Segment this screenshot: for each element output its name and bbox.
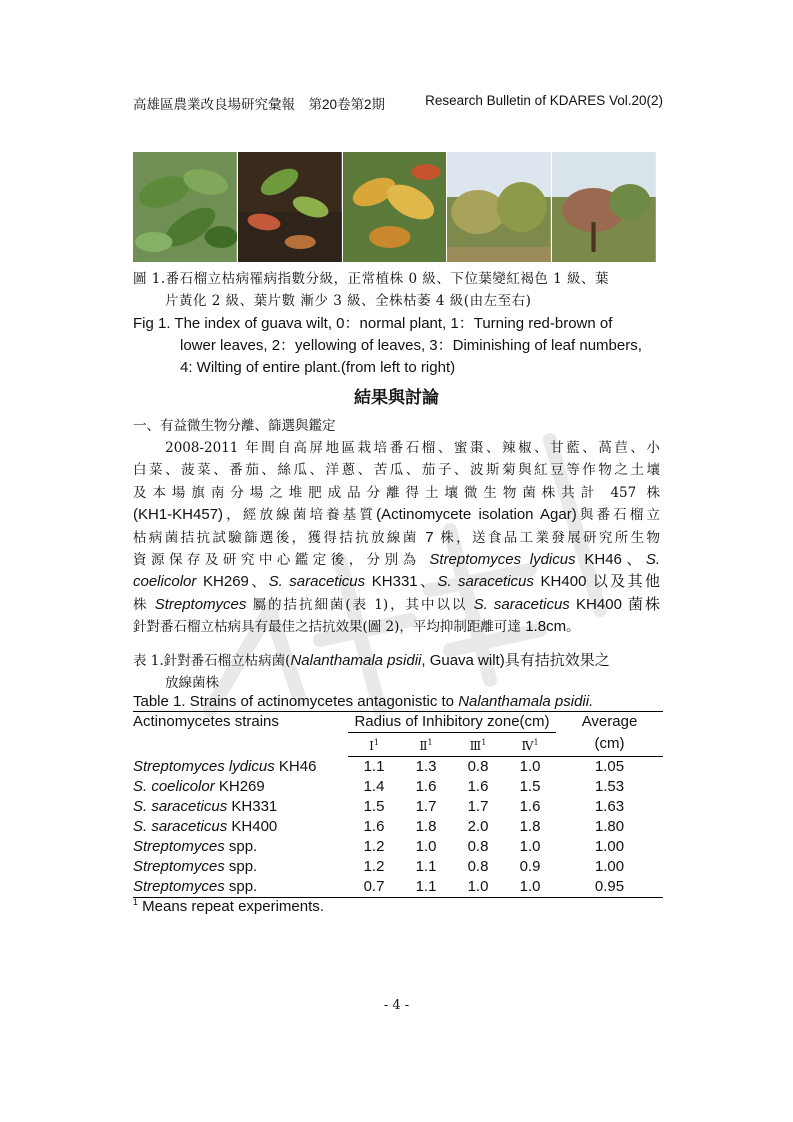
body-paragraph [133,437,660,639]
radius-cell: 0.8 [467,858,489,875]
paragraph-line: coelicolor KH269、S. saraceticus KH331、S. saraceticus KH400 以及其他 [133,573,660,591]
header-radius: Radius of Inhibitory zone(cm) [348,712,556,733]
page-number: - 4 - [383,998,410,1013]
table-row [133,857,663,877]
radius-cell: 0.8 [467,758,489,775]
header-average-unit: (cm) [556,733,663,757]
radius-cell: 1.0 [519,838,541,855]
radius-cell: 1.0 [504,877,556,898]
photo-index-0 [133,152,237,262]
journal-title-zh: 高雄區農業改良場研究彙報 第20卷第2期 [133,97,386,112]
table-caption-zh: 表 1.針對番石榴立枯病菌(Nalanthamala psidii, Guava wilt)具有拮抗效果之 放線菌株 [133,652,610,691]
average-cell: 1.00 [594,858,625,875]
radius-cell: 2.0 [467,818,489,835]
average-cell: 1.00 [594,838,625,855]
photo-index-2 [343,152,447,262]
caption-zh-line: 圖 1.番石榴立枯病罹病指數分級，正常植株 0 級、下位葉變紅褐色 1 級、葉 [133,271,610,287]
radius-cell: 1.8 [415,818,437,835]
radius-cell: 1.0 [519,758,541,775]
table-row [133,777,663,797]
header-rep: Ⅰ$^1$ [348,733,400,757]
strain-cell: Streptomyces spp. [133,877,348,898]
caption-zh-line: 片黃化 2 級、葉片數 漸少 3 級、全株枯萎 4 級(由左至右) [165,293,532,309]
paragraph-line: (KH1-KH457)，經放線菌培養基質(Actinomycete isolation Agar)與番石榴立 [133,506,660,524]
paragraph-line: 及本場旗南分場之堆肥成品分離得土壤微生物菌株共計 457 株 [133,484,660,501]
radius-cell: 1.7 [467,798,489,815]
strain-cell: S. saraceticus KH331 [133,798,278,815]
subsection-heading: 一、有益微生物分離、篩選與鑑定 [133,418,336,434]
paragraph-line: 枯病菌拮抗試驗篩選後，獲得拮抗放線菌 7 株，送食品工業發展研究所生物 [133,528,661,546]
caption-en-line: 4: Wilting of entire plant.(from left to right) [180,359,456,376]
table-footnote: $^1$ Means repeat experiments. [133,897,324,915]
radius-cell: 1.6 [415,778,437,795]
paragraph-line: 2008-2011 年間自高屏地區栽培番石榴、蜜棗、辣椒、甘藍、萵苣、小 [133,440,660,456]
radius-cell: 1.4 [363,778,385,795]
section-title: 結果與討論 [354,388,439,408]
header-rep: Ⅱ$^1$ [400,733,452,757]
radius-cell: 0.9 [519,858,541,875]
radius-cell: 1.3 [415,758,437,775]
radius-cell: 0.8 [467,838,489,855]
radius-cell: 1.6 [363,818,385,835]
radius-cell: 1.1 [415,858,437,875]
paragraph-line: 白菜、菠菜、番茄、絲瓜、洋蔥、苦瓜、茄子、波斯菊與紅豆等作物之土壤 [133,462,660,479]
figure-caption-en [133,313,668,379]
average-cell: 1.80 [594,818,625,835]
radius-cell: 0.7 [348,877,400,898]
header-average: Average [556,712,663,733]
radius-cell: 1.0 [452,877,504,898]
radius-cell: 1.0 [415,838,437,855]
photo-index-3 [447,152,551,262]
strain-cell: Streptomyces spp. [133,858,258,875]
strain-cell: S. coelicolor KH269 [133,778,265,795]
strain-cell: Streptomyces lydicus KH46 [133,757,317,775]
table-row [133,757,663,778]
header-rep: Ⅳ$^1$ [504,733,556,757]
caption-en-line: Fig 1. The index of guava wilt, 0：normal plant, 1：Turning red-brown of [133,315,613,332]
table-row [133,877,663,898]
header-rep: Ⅲ$^1$ [452,733,504,757]
photo-index-4 [552,152,656,262]
radius-cell: 1.2 [363,838,385,855]
radius-cell: 1.5 [363,798,385,815]
photo-index-1 [238,152,342,262]
figure-caption-zh [133,268,663,312]
paragraph-line: 針對番石榴立枯病具有最佳之拮抗效果(圖 2)，平均抑制距離可達 1.8cm。 [133,618,580,636]
paragraph-line: 株 Streptomyces 屬的拮抗細菌(表 1)，其中以以 S. saraceticus KH400 菌株 [133,595,660,613]
radius-cell: 1.5 [519,778,541,795]
table-row [133,797,663,817]
average-cell: 1.05 [594,758,625,775]
radius-cell: 1.2 [363,858,385,875]
radius-cell: 1.6 [467,778,489,795]
average-cell: 1.63 [594,798,625,815]
figure-photos [133,152,656,262]
running-header [133,93,663,115]
antagonist-table [133,711,663,898]
radius-cell: 1.8 [519,818,541,835]
table-row [133,837,663,857]
caption-en-line: lower leaves, 2：yellowing of leaves, 3：Diminishing of leaf numbers, [180,337,642,354]
average-cell: 0.95 [556,877,663,898]
radius-cell: 1.1 [363,758,385,775]
radius-cell: 1.1 [400,877,452,898]
table-row [133,817,663,837]
strain-cell: Streptomyces spp. [133,838,258,855]
table-caption-en: Table 1. Strains of actinomycetes antagonistic to Nalanthamala psidii. [133,693,594,710]
header-strain: Actinomycetes strains [133,712,348,757]
average-cell: 1.53 [594,778,625,795]
radius-cell: 1.7 [415,798,437,815]
strain-cell: S. saraceticus KH400 [133,818,278,835]
paragraph-line: 資源保存及研究中心鑑定後，分別為 Streptomyces lydicus KH46、S. [133,551,661,569]
radius-cell: 1.6 [519,798,541,815]
journal-title-en: Research Bulletin of KDARES Vol.20(2) [425,93,663,108]
